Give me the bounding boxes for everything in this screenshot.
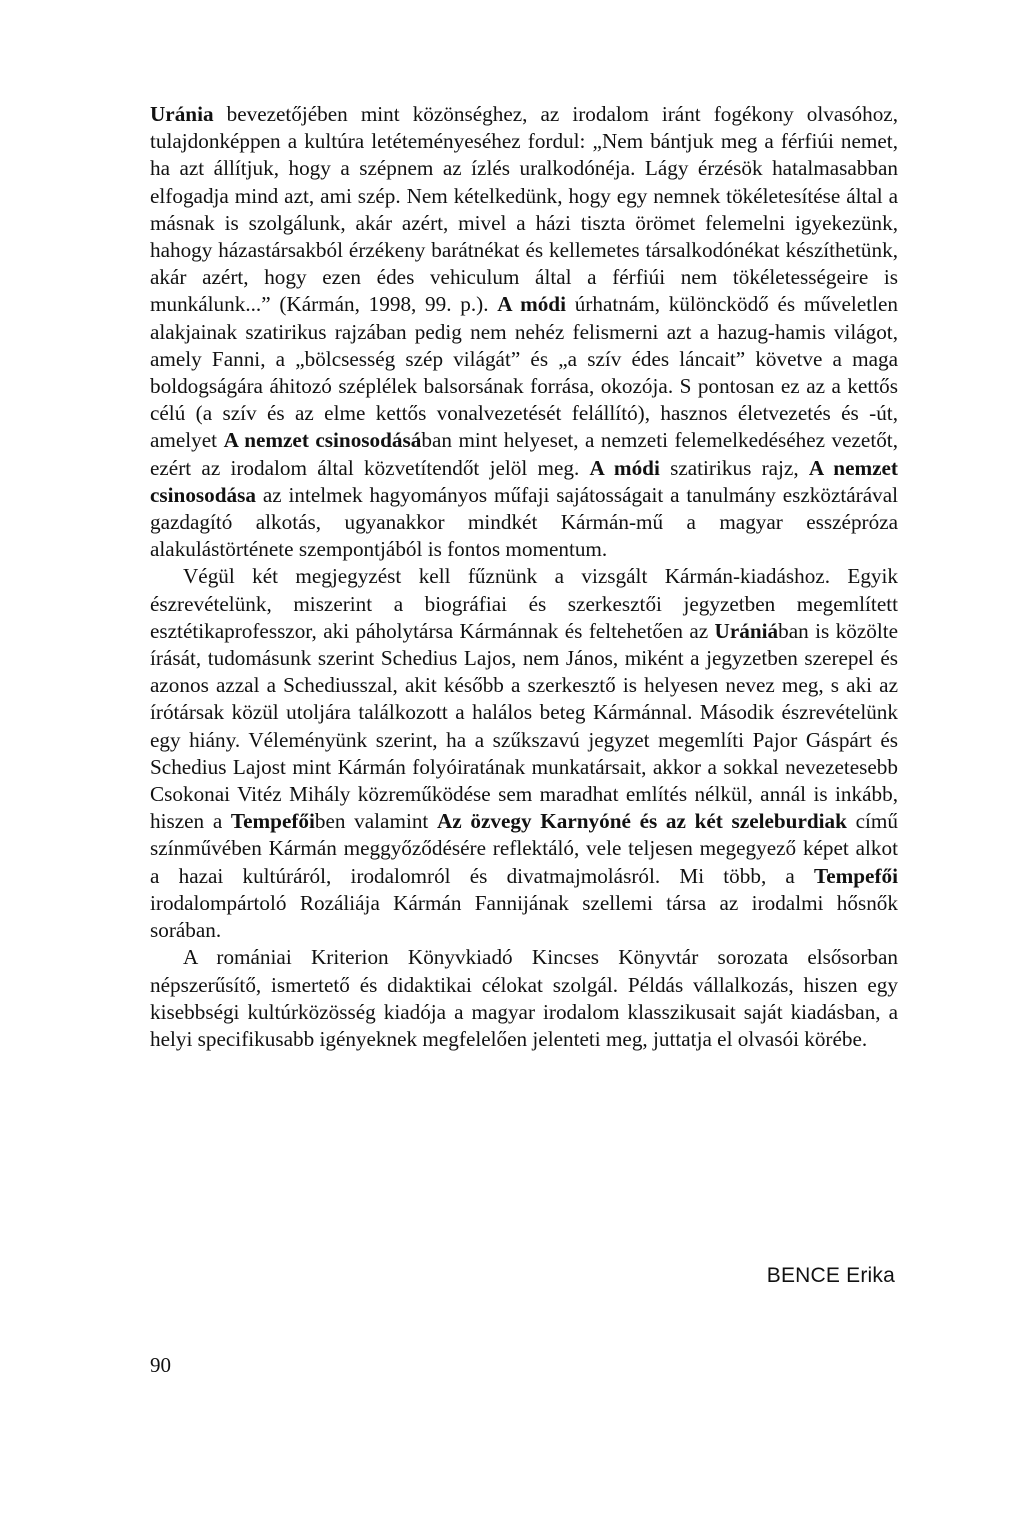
bold-title-run: A módi <box>497 292 566 317</box>
text-run: ben valamint <box>314 809 437 834</box>
text-run: szatirikus rajz, <box>659 455 809 480</box>
paragraph-2 <box>150 563 898 944</box>
bold-title-run: Tempefői <box>814 863 898 888</box>
text-run: az intelmek hagyományos műfaji sajátosságait a tanulmány eszköztárával gazdagító alkotás, ugyanakkor mindkét Kármán-mű a magyar esszépróza alakulástörténete szempontjából is fontos momentum. <box>150 482 898 562</box>
text-run: irodalompártoló Rozáliája Kármán Fannijának szellemi társa az irodalmi hősnők sorában. <box>150 890 898 943</box>
text-run: A romániai Kriterion Könyvkiadó Kincses Könyvtár sorozata elsősorban népszerűsítő, ismertető és didaktikai célokat szolgál. Példás vállalkozás, hiszen egy kisebbségi kultúrközösség kiadója a magyar irodalom klasszikusait saját kiadásban, a helyi specifikusabb igényeknek megfelelően jelenteti meg, juttatja el olvasói körébe. <box>150 945 898 1051</box>
paragraph-3 <box>150 944 898 1053</box>
text-run: Végül két megjegyzést kell fűznünk a vizsgált Kármán-kiadáshoz. Egyik észrevételünk, miszerint a biográfiai és szerkesztői jegyzetben megemlített esztétikaprofesszor, aki páholytársa Kármánnak és feltehetően az <box>150 564 898 643</box>
body-text <box>150 101 898 1053</box>
bold-title-run: A nemzet csinosodása <box>150 455 898 507</box>
author-signature: BENCE Erika <box>766 1264 895 1287</box>
text-run: bevezetőjében mint közönséghez, az irodalom iránt fogékony olvasóhoz, tulajdonképpen a kultúra letéteményeséhez fordul: „Nem bántjuk meg a férfiúi nemet, ha azt állítjuk, hogy a szépnem az ízlés uralkodónéja. Lágy érzésök hatalmasabban elfogadja mind azt, ami szép. Nem kételkedünk, hogy egy nemnek tökéletesítése által a másnak is szolgálunk, akár azért, mivel a házi tiszta örömet felemelni igyekezünk, hahogy házastársakból érzékeny barátnékat és kellemetes társalkodónékat készíthetünk, akár azért, hogy ezen édes vehiculum által a férfiúi nem tökéletességeire is munkálunk...” (Kármán, 1998, 99. p.). <box>150 102 898 317</box>
page-number: 90 <box>150 1353 171 1377</box>
text-run: ban is közölte írását, tudomásunk szerint Schedius Lajos, nem János, miként a jegyzetben szerepel és azonos azzal a Schediusszal, akit később a szerkesztő is helyesen nevez meg, s aki az írótársak közül utoljára találkozott a halálos beteg Kármánnal. Második észrevételünk egy hiány. Véleményünk szerint, ha a szűkszavú jegyzet megemlíti Pajor Gáspárt és Schedius Lajost mint Kármán folyóiratának munkatársait, akkor a sokkal nevezetesebb Csokonai Vitéz Mihály közreműködése sem maradhat említés nélkül, annál is inkább, hiszen a <box>150 618 898 834</box>
bold-title-run: Az özvegy Karnyóné és az két szeleburdiak <box>437 809 847 834</box>
text-run: ban mint helyeset, a nemzeti felemelkedéséhez vezetőt, ezért az irodalom által közvetítendőt jelöl meg. <box>150 428 898 480</box>
bold-title-run: A módi <box>589 455 660 480</box>
bold-title-run: Tempefői <box>230 809 315 834</box>
bold-title-run: Urániá <box>714 618 779 643</box>
text-run: úrhatnám, különcködő és műveletlen alakjainak szatirikus rajzában pedig nem nehéz felismerni azt a hazug-hamis világot, amely Fanni, a „bölcsesség szép világát” és „a szív édes láncait” követve a maga boldogságára áhitozó széplélek balsorsának forrása, okozója. S pontosan ez az a kettős célú (a szív és az elme kettős vonalvezetését felállító), hasznos életvezetés és -út, amelyet <box>150 292 898 453</box>
bold-title-run: A nemzet csinosodásá <box>223 428 422 453</box>
paragraph-1 <box>150 101 898 563</box>
bold-title-run: Uránia <box>150 102 214 126</box>
text-run: című színművében Kármán meggyőződésére reflektáló, vele teljesen megegyező képet alkot a hazai kultúráról, irodalomról és divatmajmolásról. Mi több, a <box>150 809 898 888</box>
